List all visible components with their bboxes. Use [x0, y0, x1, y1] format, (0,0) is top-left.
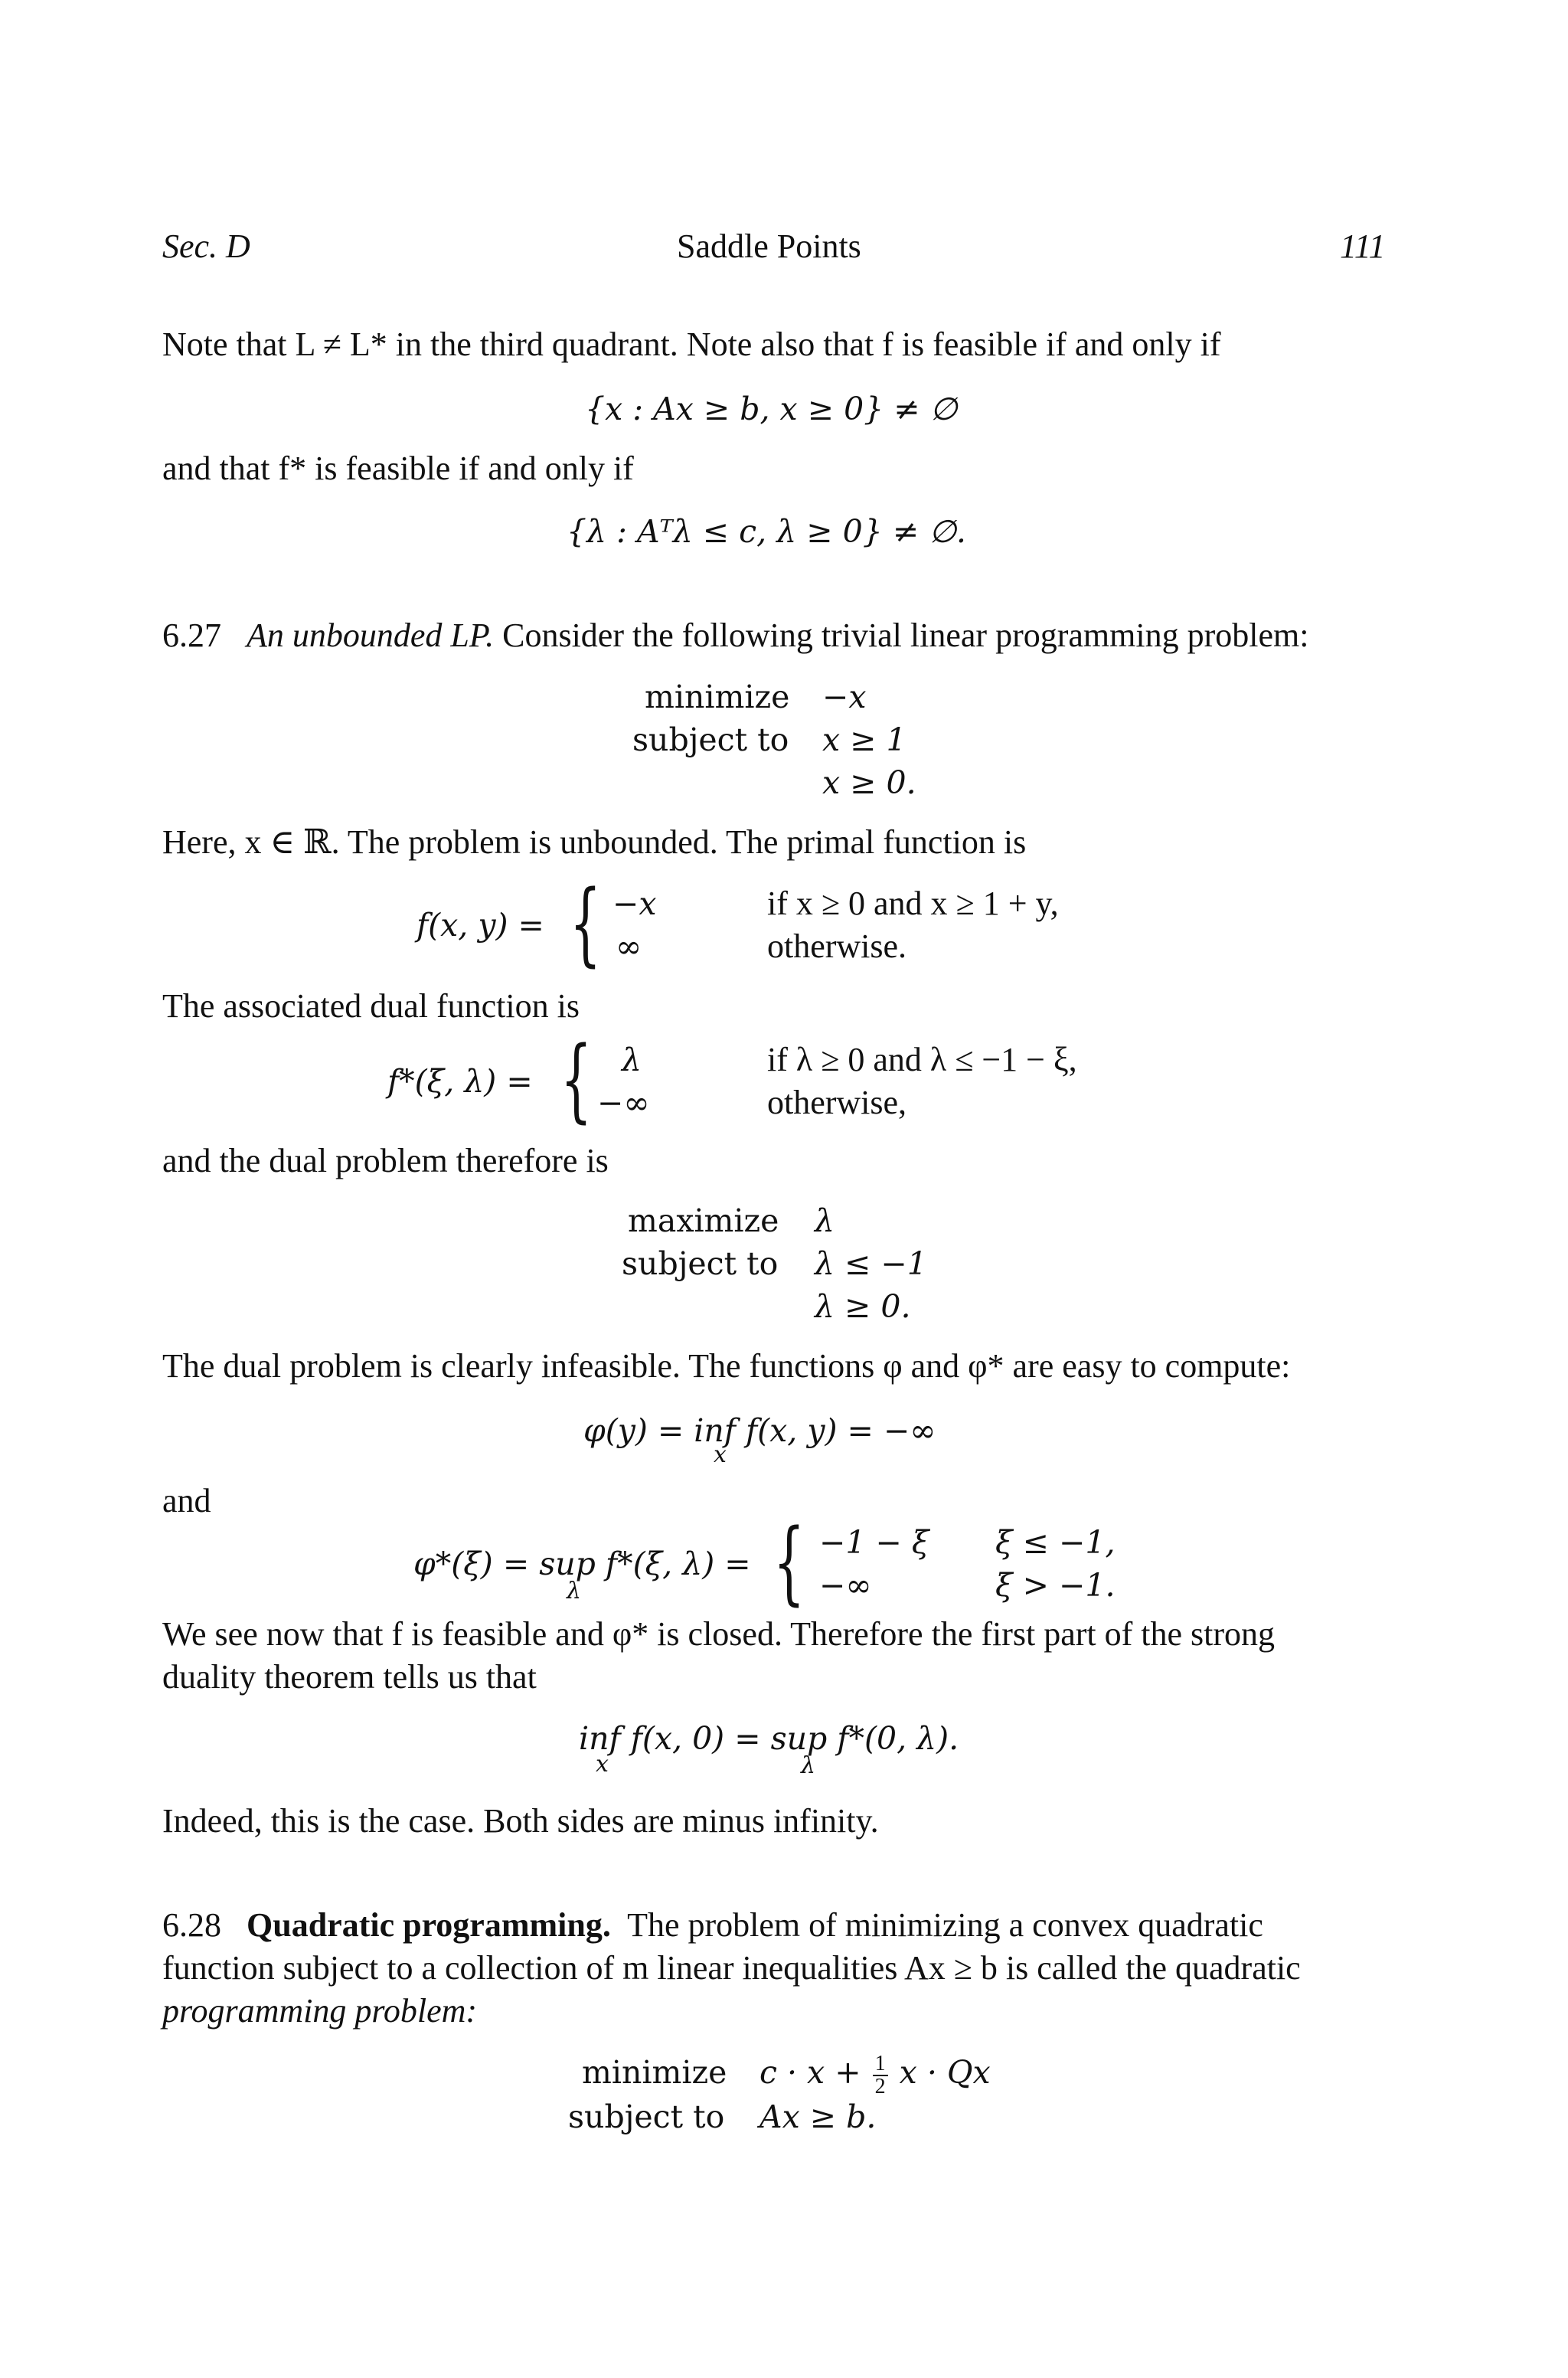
qp-label-minimize: minimize [582, 2054, 727, 2091]
dual-case-2-value: −∞ [597, 1084, 650, 1121]
sup-subscript: λ [801, 1752, 816, 1779]
primal-objective: −x [822, 679, 867, 715]
intro-line-2: and that f* is feasible if and only if [162, 450, 634, 487]
page-number: 111 [1340, 227, 1386, 265]
intro-set-2: {λ : Aᵀλ ≤ c, λ ≥ 0} ≠ ∅. [567, 513, 966, 550]
primal-function-lhs: f(x, y) = [416, 907, 544, 944]
inf-subscript: x [596, 1751, 609, 1778]
primal-case-1-condition: if x ≥ 0 and x ≥ 1 + y, [767, 885, 1059, 922]
infeasible-line: The dual problem is clearly infeasible. The functions φ and φ* are easy to compute: [162, 1347, 1291, 1385]
phi-equation: φ(y) = inf f(x, y) = −∞ [583, 1412, 936, 1449]
dual-objective: λ [815, 1202, 835, 1239]
dual-label-subject-to: subject to [622, 1245, 779, 1282]
exercise-627-heading [162, 614, 1308, 657]
dual-label-maximize: maximize [628, 1202, 779, 1239]
exercise-number: 6.27 [162, 617, 221, 654]
exercise-628-line-2: function subject to a collection of m linear inequalities Ax ≥ b is called the quadratic [162, 1949, 1301, 1987]
one-half-fraction [873, 2053, 888, 2098]
cases-brace: { [570, 870, 602, 976]
exercise-number: 6.28 [162, 1906, 221, 1944]
primal-case-2-condition: otherwise. [767, 927, 907, 965]
primal-case-2-value: ∞ [616, 928, 642, 965]
inf-sup-equation: inf f(x, 0) = sup f*(0, λ). [579, 1720, 959, 1757]
qp-objective-quadratic: x · Qx [899, 2054, 991, 2091]
fraction-numerator: 1 [873, 2053, 888, 2076]
phistar-sup-subscript: λ [567, 1578, 582, 1604]
dual-function-line: The associated dual function is [162, 987, 580, 1025]
phistar-lhs: φ*(ξ) = sup f*(ξ, λ) = [413, 1546, 751, 1582]
dual-case-2-condition: otherwise, [767, 1084, 907, 1121]
phistar-case-1-condition: ξ ≤ −1, [995, 1524, 1116, 1561]
exercise-628-line-1 [162, 1904, 1263, 1947]
dual-function-lhs: f*(ξ, λ) = [387, 1063, 533, 1100]
exercise-628-line-3: programming problem: [162, 1992, 478, 2030]
running-head-section: Sec. D [162, 227, 250, 265]
qp-objective-linear: c · x + [760, 2054, 861, 2091]
primal-constraint-2: x ≥ 0. [822, 764, 916, 801]
qp-objective [760, 2051, 991, 2098]
dual-constraint-2: λ ≥ 0. [815, 1288, 911, 1325]
dual-problem-line: and the dual problem therefore is [162, 1142, 609, 1179]
and-word: and [162, 1482, 211, 1519]
fraction-denominator: 2 [874, 2074, 886, 2098]
phistar-case-2-condition: ξ > −1. [995, 1567, 1116, 1604]
exercise-title: An unbounded LP. [247, 617, 495, 654]
here-line: Here, x ∈ ℝ. The problem is unbounded. The primal function is [162, 823, 1027, 861]
dual-constraint-1: λ ≤ −1 [815, 1245, 927, 1282]
phi-inf-subscript: x [714, 1441, 727, 1468]
dual-case-1-condition: if λ ≥ 0 and λ ≤ −1 − ξ, [767, 1041, 1077, 1078]
exercise-intro: The problem of minimizing a convex quadratic [627, 1906, 1263, 1944]
phistar-case-2-value: −∞ [819, 1567, 872, 1604]
exercise-intro: Consider the following trivial linear programming problem: [502, 617, 1309, 654]
running-head-title: Saddle Points [677, 227, 861, 265]
primal-constraint-1: x ≥ 1 [822, 721, 906, 758]
intro-set-1: {x : Ax ≥ b, x ≥ 0} ≠ ∅ [585, 391, 958, 427]
cases-brace: { [773, 1509, 805, 1614]
indeed-line: Indeed, this is the case. Both sides are minus infinity. [162, 1802, 879, 1840]
qp-constraint: Ax ≥ b. [760, 2098, 877, 2135]
exercise-title: Quadratic programming. [247, 1906, 611, 1944]
intro-line-1: Note that L ≠ L* in the third quadrant. Note also that f is feasible if and only if [162, 325, 1221, 363]
strong-duality-line-1: We see now that f is feasible and φ* is closed. Therefore the first part of the strong [162, 1615, 1276, 1653]
strong-duality-line-2: duality theorem tells us that [162, 1658, 537, 1696]
primal-label-subject-to: subject to [632, 721, 789, 758]
phistar-case-1-value: −1 − ξ [819, 1524, 929, 1561]
primal-label-minimize: minimize [645, 679, 790, 715]
primal-case-1-value: −x [612, 885, 657, 922]
qp-label-subject-to: subject to [568, 2098, 725, 2135]
dual-case-1-value: λ [622, 1042, 642, 1078]
cases-brace: { [560, 1026, 593, 1132]
